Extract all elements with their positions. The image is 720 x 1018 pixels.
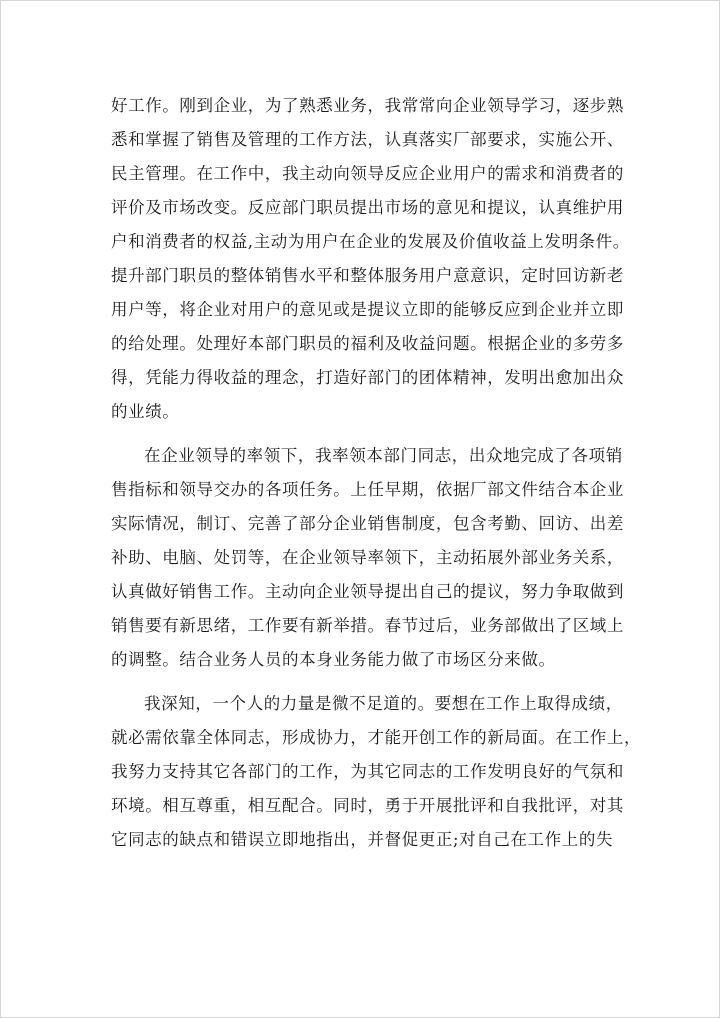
text-line: 的业绩。 [111,402,180,421]
text-line: 好工作。刚到企业，为了熟悉业务，我常常向企业领导学习，逐步熟 [111,96,624,115]
text-line: 民主管理。在工作中，我主动向领导反应企业用户的需求和消费者的 [111,164,624,183]
text-line: 实际情况，制订、完善了部分企业销售制度，包含考勤、回访、出差 [111,514,624,533]
text-line: 悉和掌握了销售及管理的工作方法，认真落实厂部要求，实施公开、 [111,130,624,149]
text-line: 它同志的缺点和错误立即地指出，并督促更正;对自己在工作上的失 [111,830,614,849]
text-line: 售指标和领导交办的各项任务。上任早期，依据厂部文件结合本企业 [111,480,624,499]
text-line: 评价及市场改变。反应部门职员提出市场的意见和提议，认真维护用 [111,198,624,217]
paragraph-1 [111,89,630,429]
document-body [111,89,642,857]
text-line: 环境。相互尊重，相互配合。同时，勇于开展批评和自我批评，对其 [111,796,624,815]
text-line: 销售要有新思绪，工作要有新举措。春节过后，业务部做出了区域上 [111,616,624,635]
text-line: 在企业领导的率领下，我率领本部门同志，出众地完成了各项销 [144,446,623,465]
text-line: 提升部门职员的整体销售水平和整体服务用户意意识，定时回访新老 [111,266,624,285]
text-line: 补助、电脑、处罚等，在企业领导率领下，主动拓展外部业务关系， [111,548,624,567]
text-line: 户和消费者的权益,主动为用户在企业的发展及价值收益上发明条件。 [111,232,630,251]
text-line: 认真做好销售工作。主动向企业领导提出自己的提议，努力争取做到 [111,582,624,601]
text-line: 的给处理。处理好本部门职员的福利及收益问题。根据企业的多劳多 [111,334,624,353]
text-line: 我深知，一个人的力量是微不足道的。要想在工作上取得成绩， [144,694,623,713]
text-line: 我努力支持其它各部门的工作，为其它同志的工作发明良好的气氛和 [111,762,624,781]
text-line: 就必需依靠全体同志，形成协力，才能开创工作的新局面。在工作上， [111,728,642,747]
text-line: 用户等，将企业对用户的意见或是提议立即的能够反应到企业并立即 [111,300,624,319]
paragraph-2 [111,439,624,677]
text-line: 得，凭能力得收益的理念，打造好部门的团体精神，发明出愈加出众 [111,368,624,387]
text-line: 的调整。结合业务人员的本身业务能力做了市场区分来做。 [111,650,556,669]
paragraph-3 [111,687,642,857]
